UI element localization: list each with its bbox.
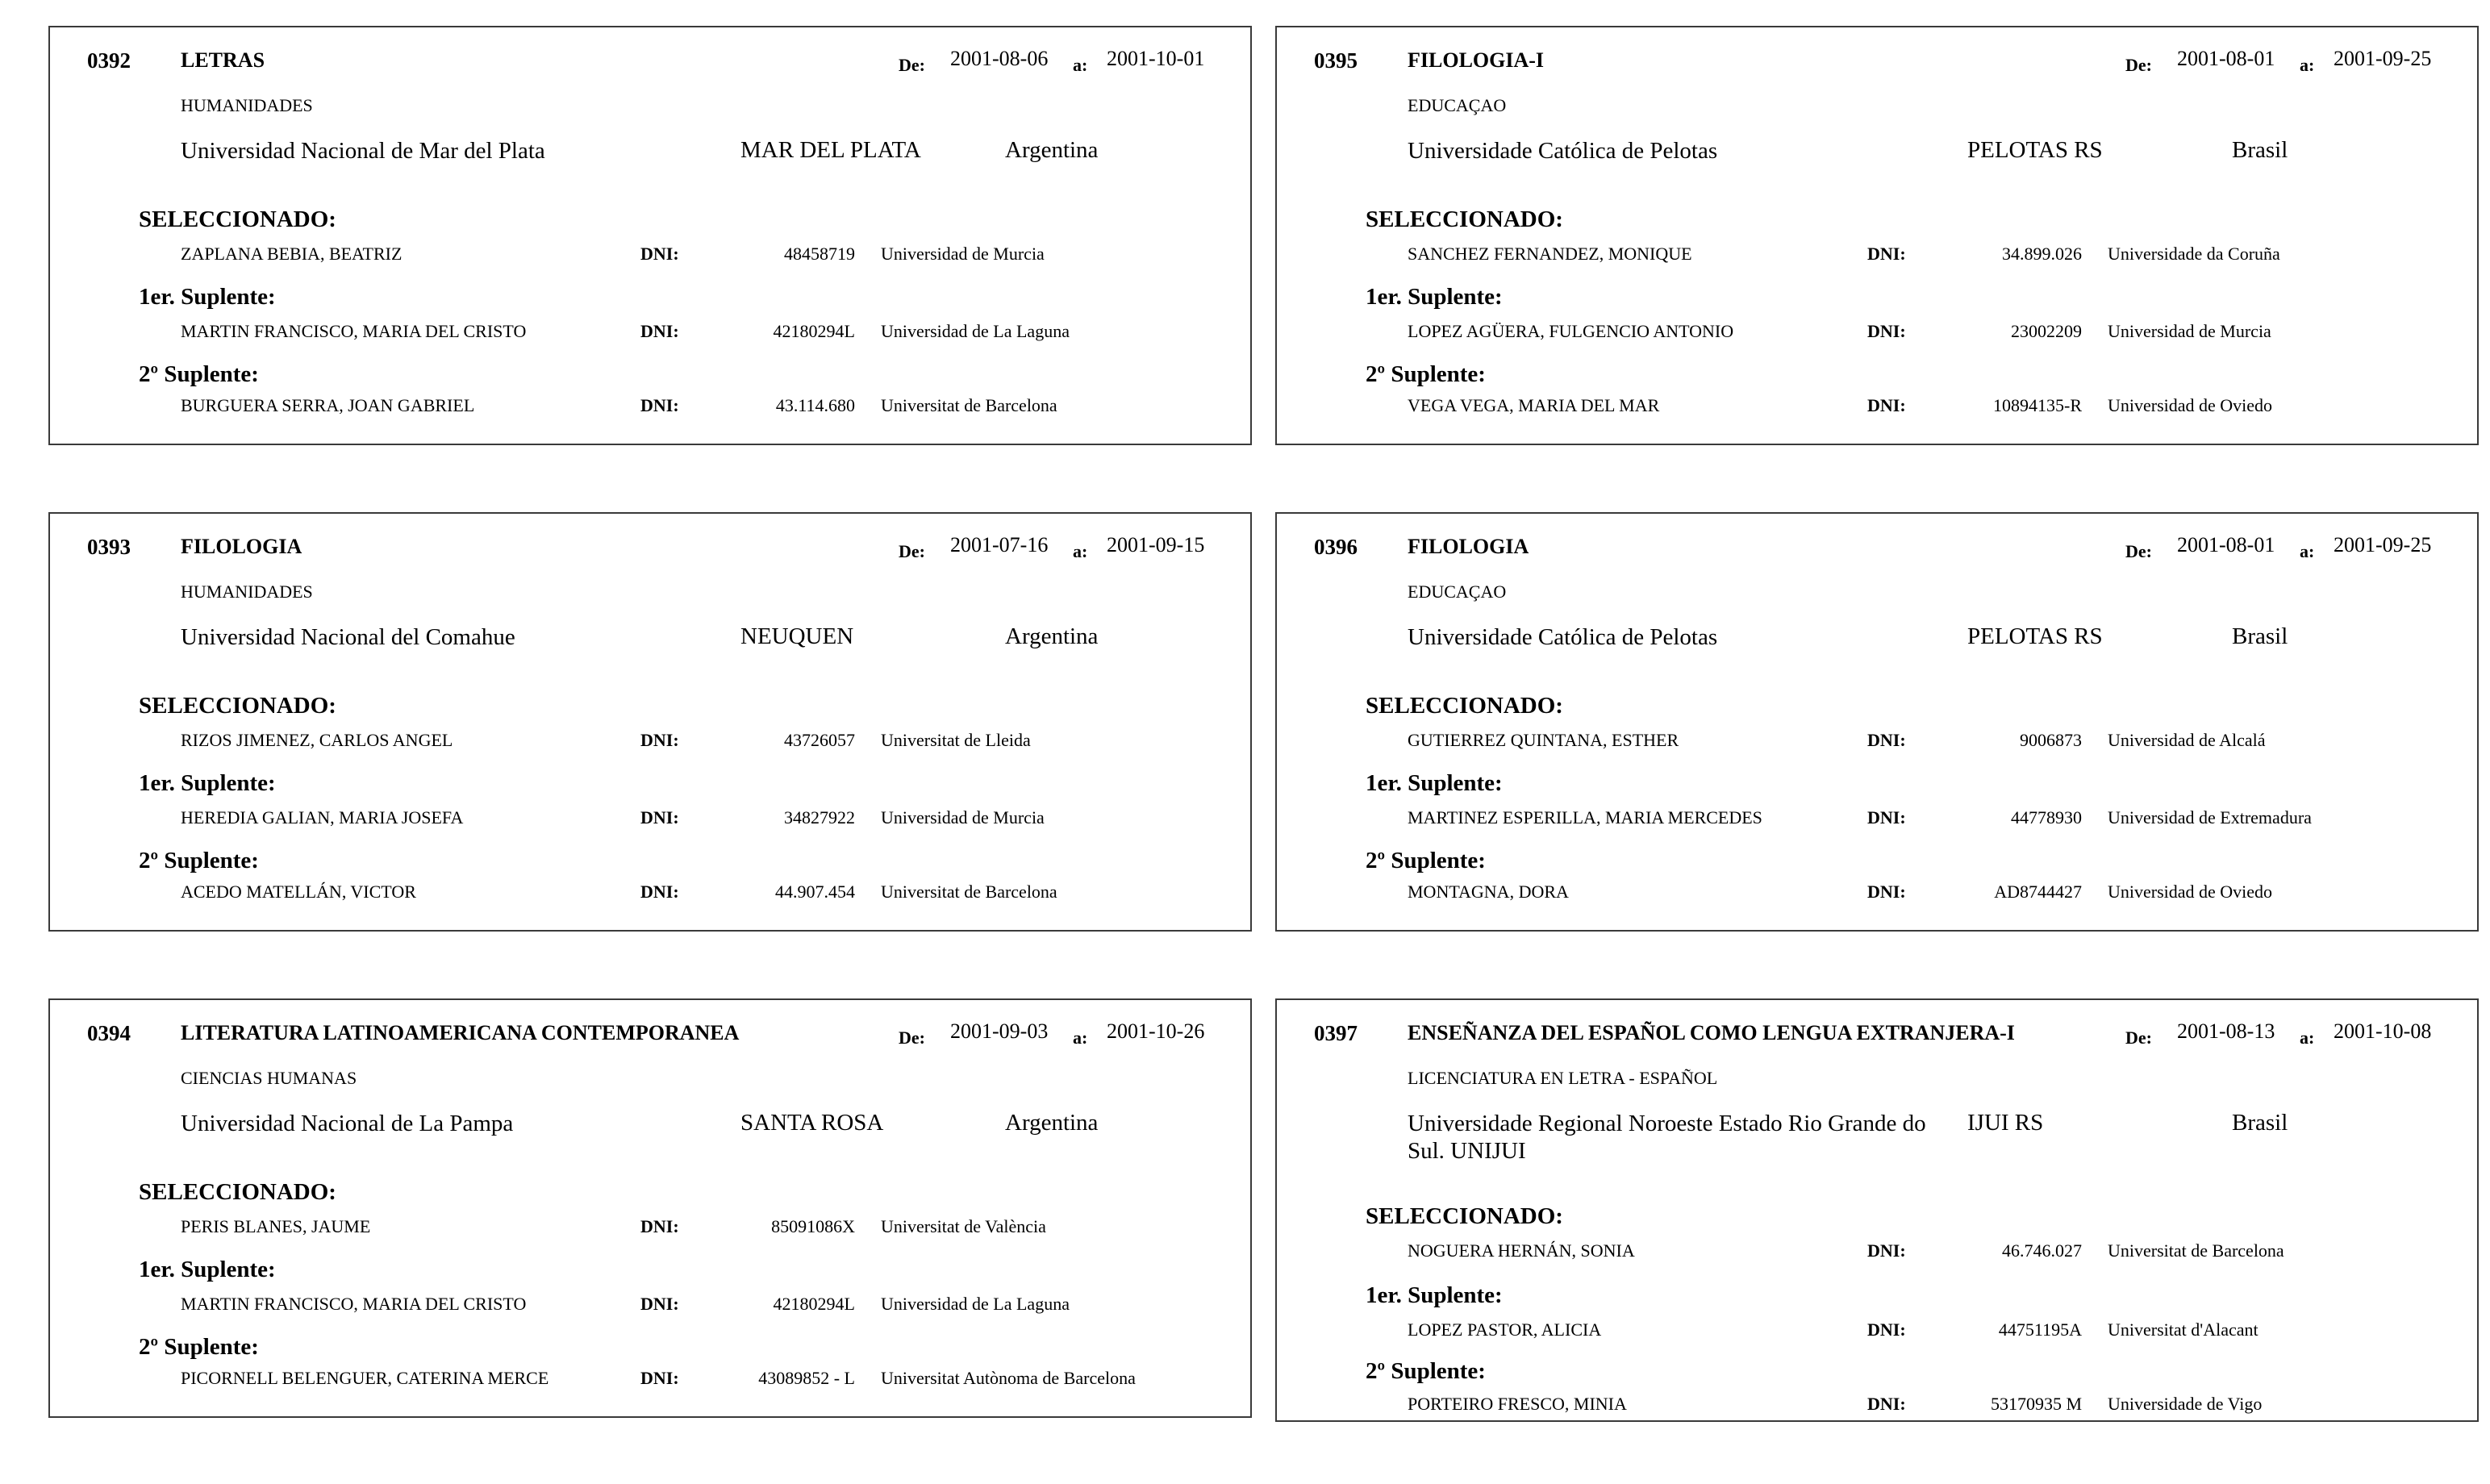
program-code: 0392 bbox=[87, 48, 131, 73]
candidate-name: LOPEZ AGÜERA, FULGENCIO ANTONIO bbox=[1408, 321, 1734, 341]
date-from-label: De: bbox=[899, 55, 925, 75]
candidate-dni: AD8744427 bbox=[1994, 882, 2082, 902]
dni-label: DNI: bbox=[640, 1294, 679, 1314]
candidate-university: Universitat de Barcelona bbox=[881, 395, 1057, 415]
date-to-label: a: bbox=[2300, 1028, 2315, 1048]
role-suplente-1: 1er. Suplente: bbox=[1366, 284, 1503, 310]
candidate-dni: 43089852 - L bbox=[758, 1368, 855, 1388]
date-to-label: a: bbox=[1073, 55, 1088, 75]
dni-label: DNI: bbox=[640, 807, 679, 827]
program-title: FILOLOGIA bbox=[181, 535, 302, 558]
candidate-dni: 43.114.680 bbox=[775, 395, 855, 415]
candidate-university: Universidade de Vigo bbox=[2108, 1394, 2263, 1414]
program-title: FILOLOGIA bbox=[1408, 535, 1529, 558]
candidate-dni: 34827922 bbox=[784, 807, 855, 827]
candidate-name: MONTAGNA, DORA bbox=[1408, 882, 1569, 902]
candidate-university: Universidad de Oviedo bbox=[2108, 882, 2273, 902]
host-country: Argentina bbox=[1005, 137, 1099, 163]
dni-label: DNI: bbox=[1867, 1240, 1906, 1261]
program-title: LETRAS bbox=[181, 48, 265, 72]
host-country: Brasil bbox=[2232, 623, 2288, 649]
host-country: Argentina bbox=[1005, 623, 1099, 649]
host-city: IJUI RS bbox=[1967, 1110, 2044, 1136]
dni-label: DNI: bbox=[1867, 1319, 1906, 1340]
dni-label: DNI: bbox=[1867, 882, 1906, 902]
dni-label: DNI: bbox=[640, 244, 679, 264]
role-suplente-1: 1er. Suplente: bbox=[139, 770, 276, 796]
faculty: HUMANIDADES bbox=[181, 95, 313, 115]
date-to: 2001-10-08 bbox=[2334, 1019, 2432, 1043]
candidate-dni: 44751195A bbox=[1998, 1319, 2082, 1340]
candidate-name: ZAPLANA BEBIA, BEATRIZ bbox=[181, 244, 402, 264]
role-suplente-2: 2º Suplente: bbox=[139, 1334, 259, 1360]
role-suplente-2: 2º Suplente: bbox=[139, 848, 259, 873]
host-city: MAR DEL PLATA bbox=[740, 137, 921, 163]
program-title: FILOLOGIA-I bbox=[1408, 48, 1545, 72]
candidate-dni: 48458719 bbox=[784, 244, 855, 264]
candidate-university: Universidad de Oviedo bbox=[2108, 395, 2273, 415]
candidate-name: VEGA VEGA, MARIA DEL MAR bbox=[1408, 395, 1660, 415]
dni-label: DNI: bbox=[640, 1216, 679, 1236]
role-suplente-1: 1er. Suplente: bbox=[1366, 770, 1503, 796]
role-suplente-2: 2º Suplente: bbox=[139, 361, 259, 387]
role-seleccionado: SELECCIONADO: bbox=[139, 1179, 336, 1205]
program-title: ENSEÑANZA DEL ESPAÑOL COMO LENGUA EXTRANJERA-I bbox=[1408, 1021, 2015, 1044]
candidate-name: PERIS BLANES, JAUME bbox=[181, 1216, 371, 1236]
dni-label: DNI: bbox=[640, 882, 679, 902]
program-title: LITERATURA LATINOAMERICANA CONTEMPORANEA bbox=[181, 1021, 740, 1044]
dni-label: DNI: bbox=[1867, 321, 1906, 341]
candidate-dni: 43726057 bbox=[784, 730, 855, 750]
candidate-university: Universidad de Alcalá bbox=[2108, 730, 2266, 750]
program-code: 0393 bbox=[87, 535, 131, 559]
candidate-name: HEREDIA GALIAN, MARIA JOSEFA bbox=[181, 807, 464, 827]
program-card bbox=[1275, 998, 2479, 1422]
role-seleccionado: SELECCIONADO: bbox=[139, 206, 336, 232]
candidate-dni: 42180294L bbox=[773, 1294, 855, 1314]
host-country: Brasil bbox=[2232, 1110, 2288, 1136]
date-to: 2001-09-25 bbox=[2334, 533, 2432, 556]
date-from-label: De: bbox=[899, 541, 925, 561]
program-card bbox=[1275, 512, 2479, 932]
date-from: 2001-08-06 bbox=[950, 47, 1049, 70]
candidate-name: RIZOS JIMENEZ, CARLOS ANGEL bbox=[181, 730, 453, 750]
date-from-label: De: bbox=[2125, 1028, 2152, 1048]
host-country: Brasil bbox=[2232, 137, 2288, 163]
role-suplente-2: 2º Suplente: bbox=[1366, 361, 1486, 387]
host-university: Universidad Nacional del Comahue bbox=[181, 624, 515, 650]
dni-label: DNI: bbox=[1867, 1394, 1906, 1414]
host-university: Universidade Católica de Pelotas bbox=[1408, 138, 1718, 164]
host-city: SANTA ROSA bbox=[740, 1110, 884, 1136]
faculty: LICENCIATURA EN LETRA - ESPAÑOL bbox=[1408, 1068, 1718, 1088]
candidate-university: Universitat de Barcelona bbox=[881, 882, 1057, 902]
host-university: Universidad Nacional de La Pampa bbox=[181, 1111, 514, 1136]
candidate-dni: 34.899.026 bbox=[2002, 244, 2082, 264]
dni-label: DNI: bbox=[1867, 730, 1906, 750]
host-university: Universidade Católica de Pelotas bbox=[1408, 624, 1718, 650]
candidate-name: LOPEZ PASTOR, ALICIA bbox=[1408, 1319, 1602, 1340]
candidate-dni: 53170935 M bbox=[1990, 1394, 2082, 1414]
date-from: 2001-08-01 bbox=[2177, 47, 2275, 70]
faculty: HUMANIDADES bbox=[181, 582, 313, 602]
candidate-name: MARTIN FRANCISCO, MARIA DEL CRISTO bbox=[181, 321, 527, 341]
date-from: 2001-09-03 bbox=[950, 1019, 1049, 1043]
candidate-dni: 44.907.454 bbox=[775, 882, 855, 902]
candidate-name: PORTEIRO FRESCO, MINIA bbox=[1408, 1394, 1627, 1414]
candidate-name: NOGUERA HERNÁN, SONIA bbox=[1408, 1240, 1635, 1261]
program-code: 0395 bbox=[1314, 48, 1358, 73]
program-card bbox=[1275, 26, 2479, 445]
dni-label: DNI: bbox=[640, 1368, 679, 1388]
candidate-university: Universitat de Lleida bbox=[881, 730, 1031, 750]
dni-label: DNI: bbox=[1867, 395, 1906, 415]
date-to: 2001-10-01 bbox=[1107, 47, 1205, 70]
candidate-university: Universidad de Murcia bbox=[2108, 321, 2271, 341]
role-seleccionado: SELECCIONADO: bbox=[1366, 1203, 1563, 1229]
date-from-label: De: bbox=[2125, 55, 2152, 75]
candidate-university: Universitat Autònoma de Barcelona bbox=[881, 1368, 1136, 1388]
candidate-university: Universitat de València bbox=[881, 1216, 1046, 1236]
dni-label: DNI: bbox=[1867, 244, 1906, 264]
role-suplente-1: 1er. Suplente: bbox=[1366, 1282, 1503, 1308]
date-to: 2001-09-25 bbox=[2334, 47, 2432, 70]
role-seleccionado: SELECCIONADO: bbox=[1366, 206, 1563, 232]
candidate-university: Universitat de Barcelona bbox=[2108, 1240, 2284, 1261]
date-from: 2001-08-13 bbox=[2177, 1019, 2275, 1043]
candidate-name: BURGUERA SERRA, JOAN GABRIEL bbox=[181, 395, 475, 415]
candidate-name: GUTIERREZ QUINTANA, ESTHER bbox=[1408, 730, 1679, 750]
date-to-label: a: bbox=[2300, 55, 2315, 75]
program-code: 0394 bbox=[87, 1021, 131, 1045]
candidate-university: Universidad de La Laguna bbox=[881, 1294, 1070, 1314]
candidate-dni: 42180294L bbox=[773, 321, 855, 341]
role-suplente-2: 2º Suplente: bbox=[1366, 1358, 1486, 1384]
dni-label: DNI: bbox=[640, 321, 679, 341]
date-to-label: a: bbox=[1073, 1028, 1088, 1048]
date-from-label: De: bbox=[2125, 541, 2152, 561]
candidate-dni: 44778930 bbox=[2011, 807, 2082, 827]
candidate-university: Universidad de Extremadura bbox=[2108, 807, 2312, 827]
dni-label: DNI: bbox=[640, 395, 679, 415]
candidate-name: MARTIN FRANCISCO, MARIA DEL CRISTO bbox=[181, 1294, 527, 1314]
host-city: PELOTAS RS bbox=[1967, 623, 2103, 649]
host-university: Universidade Regional Noroeste Estado Rio Grande do Sul. UNIJUI bbox=[1408, 1111, 1926, 1164]
date-to-label: a: bbox=[2300, 541, 2315, 561]
host-city: NEUQUEN bbox=[740, 623, 854, 649]
candidate-name: SANCHEZ FERNANDEZ, MONIQUE bbox=[1408, 244, 1692, 264]
role-suplente-1: 1er. Suplente: bbox=[139, 284, 276, 310]
program-code: 0397 bbox=[1314, 1021, 1358, 1045]
date-from: 2001-08-01 bbox=[2177, 533, 2275, 556]
program-card bbox=[48, 26, 1252, 445]
candidate-dni: 10894135-R bbox=[1993, 395, 2082, 415]
faculty: CIENCIAS HUMANAS bbox=[181, 1068, 357, 1088]
host-city: PELOTAS RS bbox=[1967, 137, 2103, 163]
date-to: 2001-09-15 bbox=[1107, 533, 1205, 556]
role-seleccionado: SELECCIONADO: bbox=[139, 693, 336, 719]
date-from: 2001-07-16 bbox=[950, 533, 1049, 556]
date-to: 2001-10-26 bbox=[1107, 1019, 1205, 1043]
dni-label: DNI: bbox=[640, 730, 679, 750]
role-suplente-2: 2º Suplente: bbox=[1366, 848, 1486, 873]
candidate-university: Universidad de Murcia bbox=[881, 807, 1045, 827]
candidate-dni: 23002209 bbox=[2011, 321, 2082, 341]
host-country: Argentina bbox=[1005, 1110, 1099, 1136]
candidate-dni: 9006873 bbox=[2020, 730, 2082, 750]
candidate-university: Universitat d'Alacant bbox=[2108, 1319, 2259, 1340]
program-card bbox=[48, 998, 1252, 1418]
date-from-label: De: bbox=[899, 1028, 925, 1048]
program-code: 0396 bbox=[1314, 535, 1358, 559]
candidate-name: PICORNELL BELENGUER, CATERINA MERCE bbox=[181, 1368, 549, 1388]
candidate-university: Universidad de Murcia bbox=[881, 244, 1045, 264]
faculty: EDUCAÇAO bbox=[1408, 582, 1507, 602]
candidate-name: MARTINEZ ESPERILLA, MARIA MERCEDES bbox=[1408, 807, 1762, 827]
candidate-university: Universidade da Coruña bbox=[2108, 244, 2280, 264]
host-university: Universidad Nacional de Mar del Plata bbox=[181, 138, 545, 164]
candidate-name: ACEDO MATELLÁN, VICTOR bbox=[181, 882, 416, 902]
candidate-dni: 85091086X bbox=[771, 1216, 855, 1236]
candidate-dni: 46.746.027 bbox=[2002, 1240, 2082, 1261]
role-seleccionado: SELECCIONADO: bbox=[1366, 693, 1563, 719]
program-card bbox=[48, 512, 1252, 932]
faculty: EDUCAÇAO bbox=[1408, 95, 1507, 115]
date-to-label: a: bbox=[1073, 541, 1088, 561]
dni-label: DNI: bbox=[1867, 807, 1906, 827]
candidate-university: Universidad de La Laguna bbox=[881, 321, 1070, 341]
role-suplente-1: 1er. Suplente: bbox=[139, 1257, 276, 1282]
